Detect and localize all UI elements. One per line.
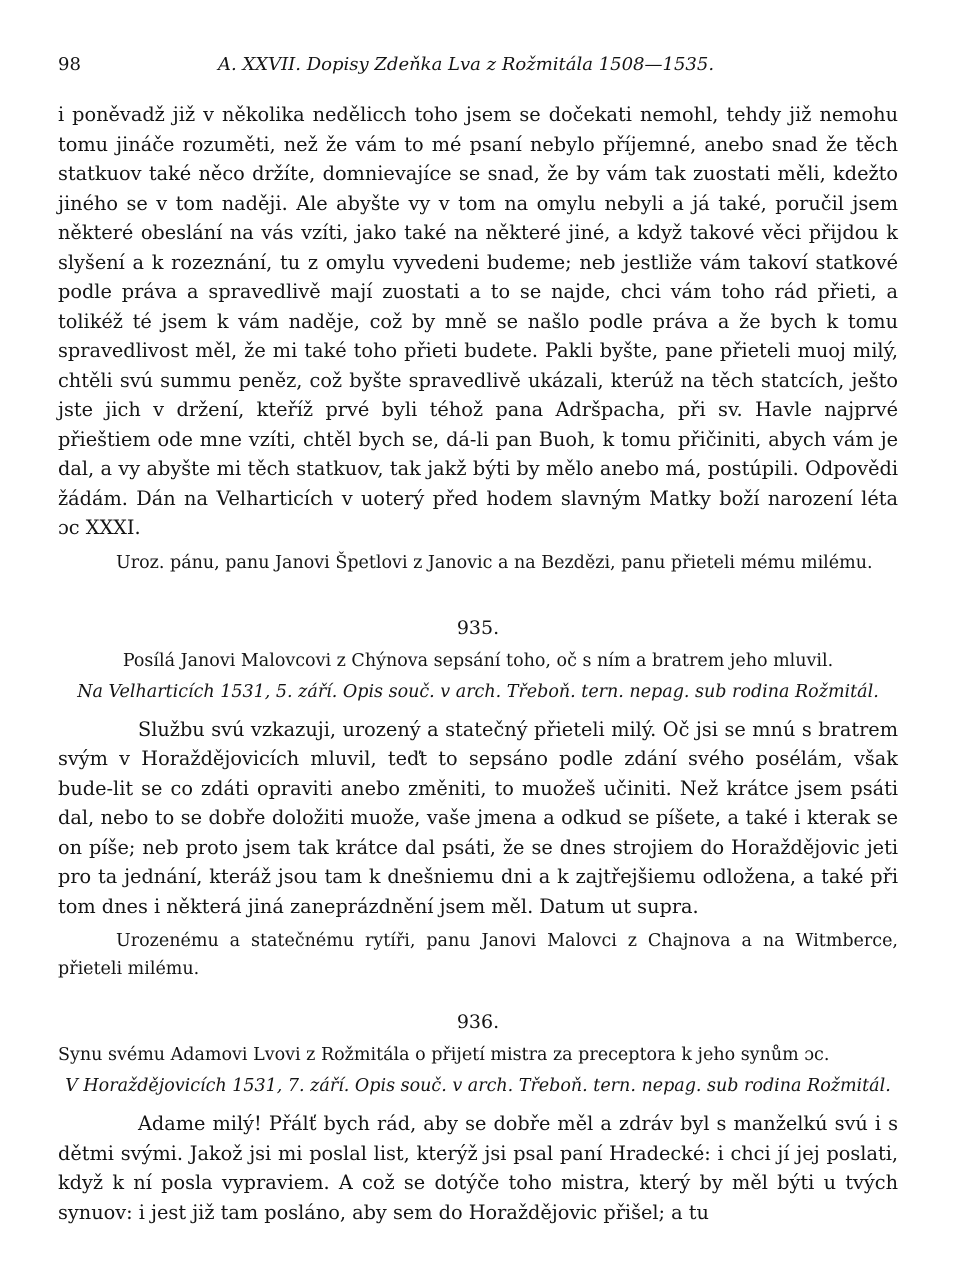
running-title: A. XXVII. Dopisy Zdeňka Lva z Rožmitála 1508—1535.: [218, 54, 715, 75]
letter-number-935: 935.: [456, 616, 500, 639]
letter-source-935: Na Velharticích 1531, 5. září. Opis souč. v arch. Třeboň. tern. nepag. sub rodina Rožmitál.: [77, 681, 879, 702]
letter-number-936: 936.: [456, 1011, 500, 1033]
running-head: [58, 54, 898, 84]
letter-summary-935: Posílá Janovi Malovcovi z Chýnova sepsání toho, oč s ním a bratrem jeho mluvil.: [122, 650, 834, 671]
letter-body-936: Adame milý! Přálť bych rád, aby se dobře měl a zdráv byl s manželkú svú i s dětmi svými. Jakož jsi mi poslal list, kterýž jsi psal paní Hradecké: i chci jí jej poslati, když k ní posla vypraviem. A což se dotýče toho mistra, který by měl býti u tvých synuov: i jest již tam posláno, aby sem do Horaždějovic přišel; a tu: [58, 1112, 898, 1224]
letter-body-935: Službu svú vzkazuji, urozený a statečný přieteli milý. Oč jsi se mnú s bratrem svým v Horaždějovicích mluvil, teďt to sepsáno podle zdání svého posélám, však bude-lit se co zdáti opraviti anebo změniti, to muožeš učiniti. Než krátce jsem psáti dal, nebo to se dobře doložiti muože, vaše jmena a odkud se píšete, a také i kterak se on píše; neb proto jsem tak krátce dal psáti, že se dnes strojiem do Horaždějovic jeti pro ta jednání, kteráž jsou tam k dnešniemu dni a k zajtřejšiemu odložena, a také při tom dnes i některá jiná zaneprázdnění jsem měl. Datum ut supra.: [58, 717, 898, 918]
letter-source-936: V Horaždějovicích 1531, 7. září. Opis souč. v arch. Třeboň. tern. nepag. sub rodina Rožmitál.: [65, 1076, 891, 1096]
letter-address-935: Urozenému a statečnému rytíři, panu Janovi Malovci z Chajnova a na Witmberce, přieteli milému.: [58, 931, 898, 979]
continuation-address: Uroz. pánu, panu Janovi Špetlovi z Janovic a na Bezdězi, panu přieteli mému milému.: [116, 552, 873, 573]
page-number: 98: [58, 54, 81, 75]
letter-summary-936: Synu svému Adamovi Lvovi z Rožmitála o přijetí mistra za preceptora k jeho synům ɔc.: [58, 1045, 830, 1065]
page: [58, 54, 898, 1227]
continuation-paragraph: i poněvadž již v několika nedělicch toho jsem se dočekati nemohl, tehdy již nemohu tomu jináče rozuměti, než že vám to mé psaní nebylo příjemné, anebo snad že těch statkuov také něco držíte, domnievajíce se snad, že by vám tak zuostati měli, kdežto jiného se v tom naději. Ale abyšte vy v tom na omylu nebyli a já také, poručil jsem některé obeslání na vás vzíti, jako také na některé jiné, a když takové věci přijdou k slyšení a k rozeznání, tu z omylu vyvedeni budeme; neb jestliže vám takoví statkové podle práva a spravedlivě mají zuostati a to se najde, chci vám toho rád přieti, a tolikéž té jsem k vám naděje, což by mně se našlo podle práva a že bych k tomu spravedlivost měl, že mi také toho přieti budete. Pakli byšte, pane přieteli muoj milý, chtěli svú summu peněz, což byšte spravedlivě ukázali, kterúž na těch statcích, ješto jste jich v držení, kteříž prvé byli téhož pana Adršpacha, při sv. Havle najprvé přieštiem ode mne vzíti, chtěl bych se, dá-li pan Buoh, k tomu přičiniti, abych vám je dal, a vy abyšte mi těch statkuov, tak jakž býti by mělo anebo má, postúpili. Odpovědi žádám. Dán na Velharticích v uoterý před hodem slavným Matky boží narození léta ɔc XXXI.: [58, 103, 898, 539]
